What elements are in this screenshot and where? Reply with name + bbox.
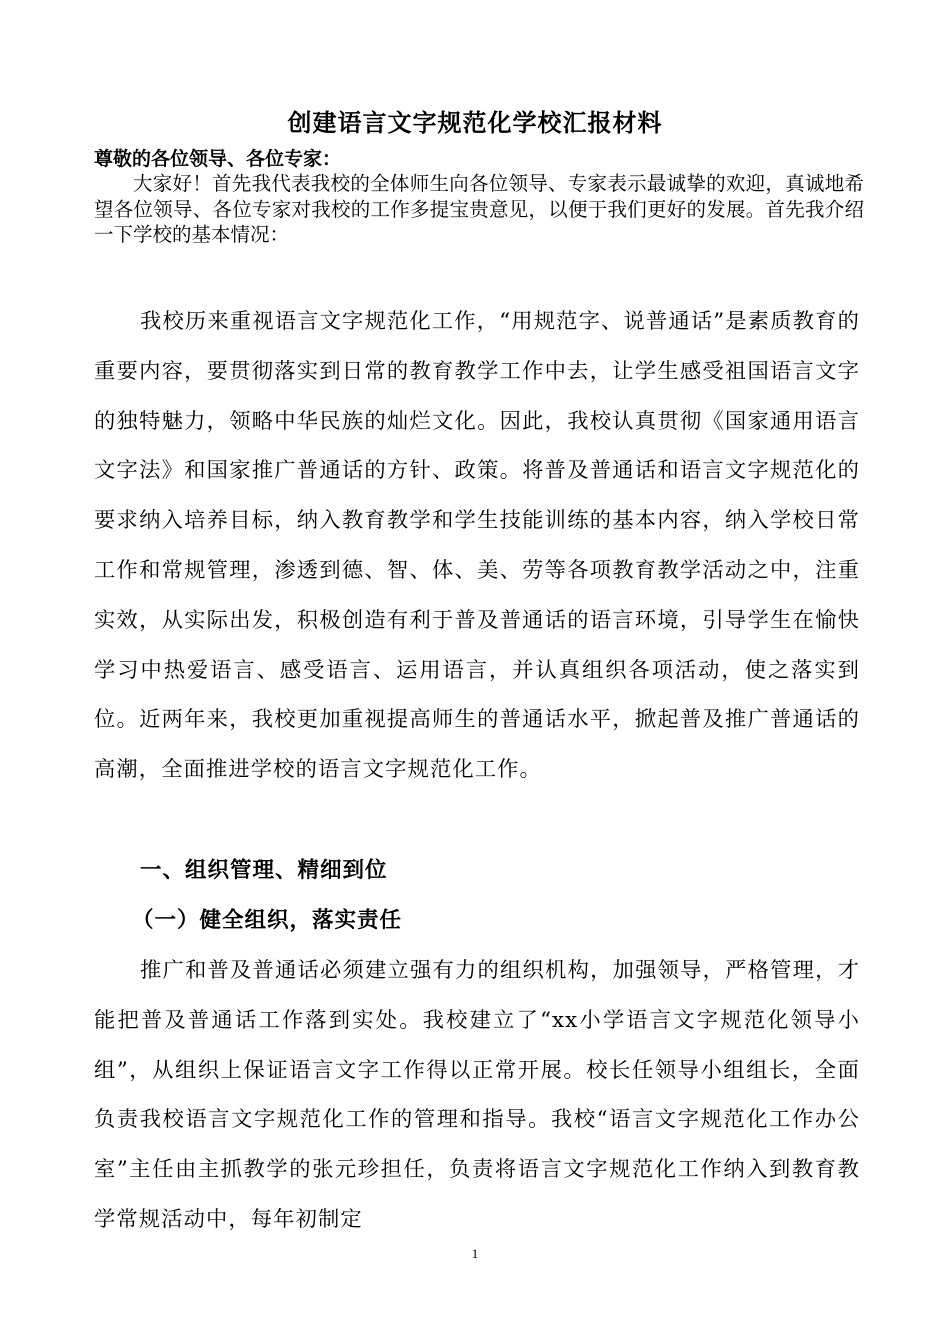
body-paragraph-1: 我校历来重视语言文字规范化工作，“用规范字、说普通话”是素质教育的重要内容，要贯彻落实到日常的教育教学工作中去，让学生感受祖国语言文字的独特魅力，领略中华民族的灿烂文化。因此，我校认真贯彻《国家通用语言文字法》和国家推广普通话的方针、政策。将普及普通话和语言文字规范化的要求纳入培养目标，纳入教育教学和学生技能训练的基本内容，纳入学校日常工作和常规管理，渗透到德、智、体、美、劳等各项教育教学活动之中，注重实效，从实际出发，积极创造有利于普及普通话的语言环境，引导学生在愉快学习中热爱语言、感受语言、运用语言，并认真组织各项活动，使之落实到位。近两年来，我校更加重视提高师生的普通话水平，掀起普及推广普通话的高潮，全面推进学校的语言文字规范化工作。 (94, 309, 860, 783)
intro-paragraph: 大家好！首先我代表我校的全体师生向各位领导、专家表示最诚挚的欢迎，真诚地希望各位领导、各位专家对我校的工作多提宝贵意见，以便于我们更好的发展。首先我介绍一下学校的基本情况： (94, 172, 864, 246)
page-number: 1 (471, 1246, 479, 1261)
section-heading: 一、组织管理、精细到位 (140, 858, 388, 883)
document-title: 创建语言文字规范化学校汇报材料 (287, 108, 663, 137)
subsection-heading: （一）健全组织，落实责任 (132, 908, 403, 933)
salutation: 尊敬的各位领导、各位专家： (94, 148, 342, 170)
body-paragraph-2: 推广和普及普通话必须建立强有力的组织机构，加强领导，严格管理，才能把普及普通话工作落到实处。我校建立了“xx小学语言文字规范化领导小组”，从组织上保证语言文字工作得以正常开展。校长任领导小组组长，全面负责我校语言文字规范化工作的管理和指导。我校“语言文字规范化工作办公室”主任由主抓教学的张元珍担任，负责将语言文字规范化工作纳入到教育教学常规活动中，每年初制定 (94, 958, 860, 1232)
